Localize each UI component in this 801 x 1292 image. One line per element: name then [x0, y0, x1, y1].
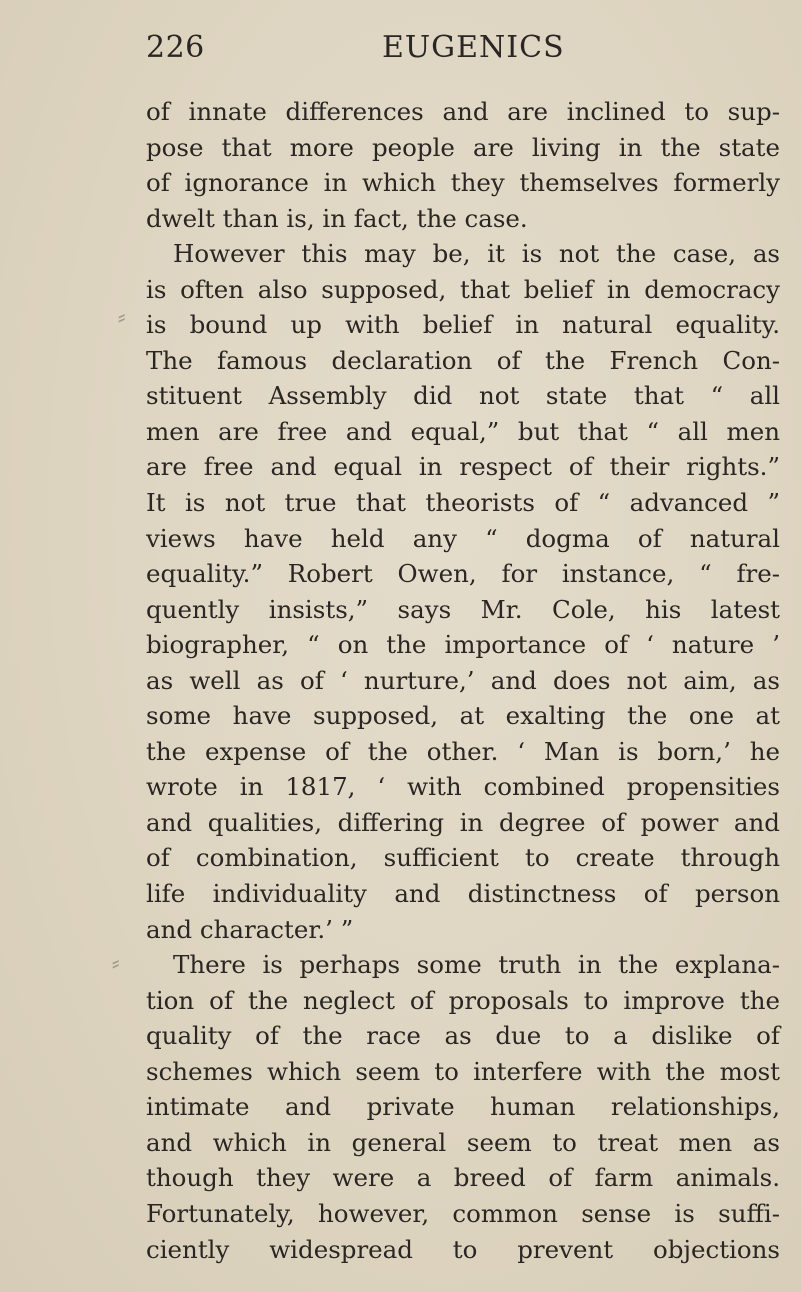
text-line: quality of the race as due to a dislike of — [146, 1021, 780, 1051]
text-line: quently insists,” says Mr. Cole, his latest — [146, 594, 780, 624]
text-line: wrote in 1817, ‘ with combined propensities — [146, 772, 780, 802]
text-line: stituent Assembly did not state that “ all — [146, 381, 780, 411]
text-line: tion of the neglect of proposals to improve the — [146, 985, 780, 1015]
text-line: There is perhaps some truth in the explana- — [173, 950, 780, 980]
page-header — [0, 30, 801, 70]
text-line: However this may be, it is not the case, as — [173, 239, 780, 269]
text-line: of combination, sufficient to create through — [146, 843, 780, 873]
text-line: men are free and equal,” but that “ all men — [146, 416, 780, 446]
running-head: EUGENICS — [382, 30, 565, 65]
text-line: The famous declaration of the French Con- — [146, 345, 780, 375]
text-line: life individuality and distinctness of person — [146, 879, 780, 909]
text-line: of ignorance in which they themselves formerly — [146, 168, 780, 198]
text-line: It is not true that theorists of “ advanced ” — [146, 488, 780, 518]
text-line: pose that more people are living in the state — [146, 132, 780, 162]
margin-pencil-mark: ⸗ — [112, 951, 120, 976]
body-text — [146, 94, 780, 1267]
text-line: intimate and private human relationships, — [146, 1092, 780, 1122]
text-line: and qualities, differing in degree of power and — [146, 807, 780, 837]
page-number: 226 — [146, 30, 205, 65]
text-line: views have held any “ dogma of natural — [146, 523, 780, 553]
text-line: the expense of the other. ‘ Man is born,’ he — [146, 736, 780, 766]
text-line: as well as of ‘ nurture,’ and does not aim, as — [146, 665, 780, 695]
text-line: of innate differences and are inclined to sup- — [146, 97, 780, 126]
text-line: schemes which seem to interfere with the most — [146, 1056, 780, 1086]
text-line: some have supposed, at exalting the one at — [146, 701, 780, 731]
text-line: Fortunately, however, common sense is suffi- — [146, 1198, 780, 1228]
text-line: is bound up with belief in natural equality. — [146, 310, 780, 340]
text-line: equality.” Robert Owen, for instance, “ fre- — [146, 559, 780, 589]
text-line: is often also supposed, that belief in democracy — [146, 274, 780, 304]
text-line: and which in general seem to treat men as — [146, 1127, 780, 1157]
margin-pencil-mark: ⸗ — [118, 305, 126, 330]
text-line: and character.’ ” — [146, 914, 354, 944]
text-line: ciently widespread to prevent objections — [146, 1234, 780, 1264]
text-line: though they were a breed of farm animals. — [146, 1163, 780, 1193]
text-line: biographer, “ on the importance of ‘ nature ’ — [146, 630, 780, 660]
text-line: are free and equal in respect of their rights.” — [146, 452, 780, 482]
text-line: dwelt than is, in fact, the case. — [146, 203, 528, 233]
